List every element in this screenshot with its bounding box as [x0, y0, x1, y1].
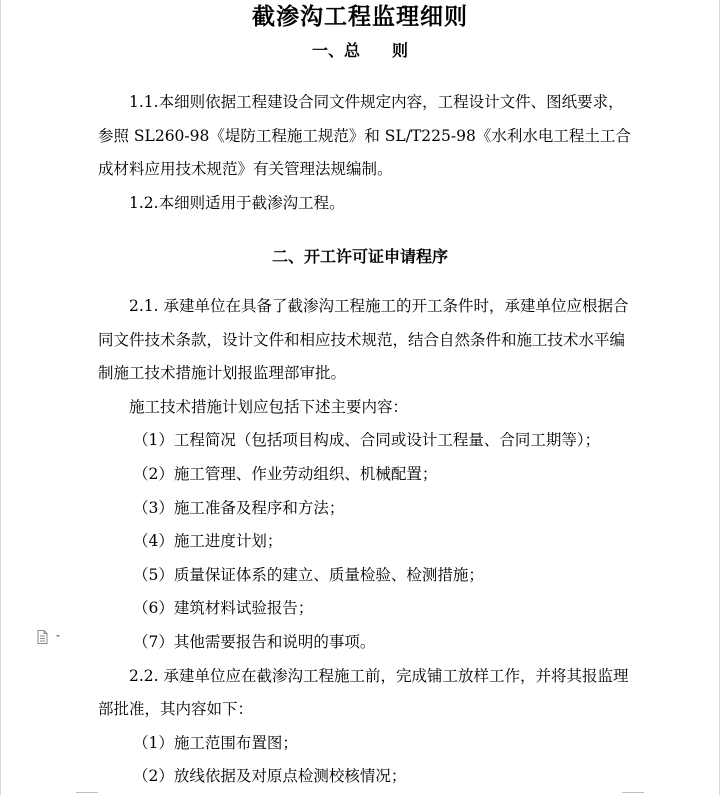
section-1-heading: 一、总 则 — [311, 41, 408, 60]
section-2-heading: 二、开工许可证申请程序 — [271, 247, 448, 266]
list-item: （1）施工范围布置图； — [133, 733, 298, 752]
section-2-body — [98, 290, 638, 794]
list-item: （7）其他需要报告和说明的事项。 — [133, 632, 376, 651]
list-item: （2）施工管理、作业劳动组织、机械配置； — [133, 464, 438, 483]
list-item: （5）质量保证体系的建立、质量检验、检测措施； — [133, 565, 484, 584]
section-1-body — [98, 86, 638, 220]
paragraph-2-2: 2.2. 承建单位应在截渗沟工程施工前，完成铺工放样工作，并将其报监理部批准，其内容如下： — [98, 666, 629, 719]
page-corner-mark-left — [76, 792, 98, 793]
list-item: （3）施工准备及程序和方法； — [133, 498, 345, 517]
document-title: 截渗沟工程监理细则 — [252, 3, 468, 30]
paragraph-plan-intro: 施工技术措施计划应包括下述主要内容： — [129, 397, 409, 416]
document-icon[interactable] — [37, 630, 63, 644]
page-edge-left — [0, 0, 1, 795]
list-item: （1）工程简况（包括项目构成、合同或设计工程量、合同工期等）； — [133, 431, 601, 450]
list-item: （6）建筑材料试验报告； — [133, 599, 314, 618]
paragraph-1-1: 1.1.本细则依据工程建设合同文件规定内容，工程设计文件、图纸要求，参照 SL260-98《堤防工程施工规范》和 SL/T225-98《水利水电工程土工合成材料应用技术规范》有关管理法规编制。 — [98, 93, 631, 179]
list-item: （4）施工进度计划； — [133, 532, 283, 551]
paragraph-2-1: 2.1. 承建单位在具备了截渗沟工程施工的开工条件时，承建单位应根据合同文件技术条款，设计文件和相应技术规范，结合自然条件和施工技术水平编制施工技术措施计划报监理部审批。 — [98, 297, 629, 383]
list-item: （2）放线依据及对原点检测校核情况； — [133, 767, 407, 786]
paragraph-1-2: 1.2.本细则适用于截渗沟工程。 — [129, 193, 345, 212]
